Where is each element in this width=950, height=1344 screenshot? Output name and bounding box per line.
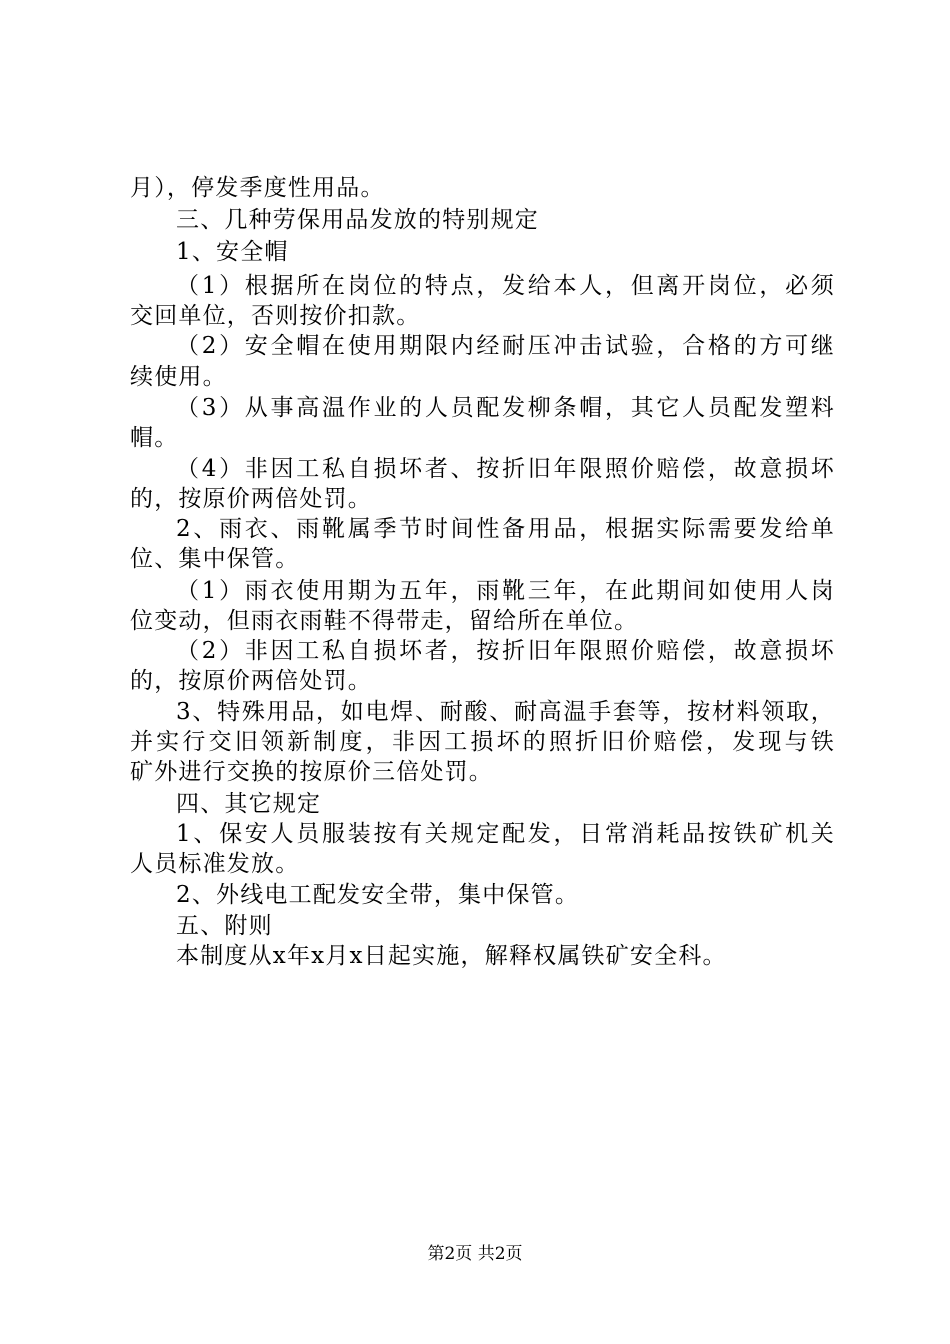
text-line-15: 位变动，但雨衣雨鞋不得带走，留给所在单位。	[130, 608, 639, 634]
text-line-1: 月），停发季度性用品。	[130, 175, 385, 201]
text-line-10: （4）非因工私自损坏者、按折旧年限照价赔偿，故意损坏	[176, 456, 835, 482]
subheading-helmet: 1、安全帽	[176, 239, 289, 265]
text-line-6: （2）安全帽在使用期限内经耐压冲击试验，合格的方可继	[176, 333, 835, 359]
text-line-16: （2）非因工私自损坏者，按折旧年限照价赔偿，故意损坏	[176, 638, 835, 664]
text-line-7: 续使用。	[130, 364, 227, 390]
text-line-11: 的，按原价两倍处罚。	[130, 486, 372, 512]
text-line-5: 交回单位，否则按价扣款。	[130, 303, 421, 329]
section-heading-3: 三、几种劳保用品发放的特别规定	[176, 207, 539, 233]
text-line-8: （3）从事高温作业的人员配发柳条帽，其它人员配发塑料	[176, 395, 835, 421]
section-heading-5: 五、附则	[176, 913, 273, 939]
text-line-24: 2、外线电工配发安全带，集中保管。	[176, 882, 580, 908]
text-line-22: 1、保安人员服装按有关规定配发，日常消耗品按铁矿机关	[176, 821, 835, 847]
text-line-18: 3、特殊用品，如电焊、耐酸、耐高温手套等，按材料领取，	[176, 699, 835, 725]
text-line-13: 位、集中保管。	[130, 546, 300, 572]
text-line-4: （1）根据所在岗位的特点，发给本人，但离开岗位，必须	[176, 273, 835, 299]
section-heading-4: 四、其它规定	[176, 791, 322, 817]
text-line-14: （1）雨衣使用期为五年，雨靴三年，在此期间如使用人岗	[176, 578, 835, 604]
text-line-26: 本制度从x年x月x日起实施，解释权属铁矿安全科。	[176, 943, 727, 969]
page-number: 第2页 共2页	[427, 1244, 523, 1264]
text-line-12: 2、雨衣、雨靴属季节时间性备用品，根据实际需要发给单	[176, 516, 835, 542]
text-line-17: 的，按原价两倍处罚。	[130, 668, 372, 694]
text-line-23: 人员标准发放。	[130, 851, 300, 877]
text-line-9: 帽。	[130, 425, 179, 451]
text-line-19: 并实行交旧领新制度，非因工损坏的照折旧价赔偿，发现与铁	[130, 729, 835, 755]
text-line-20: 矿外进行交换的按原价三倍处罚。	[130, 759, 493, 785]
